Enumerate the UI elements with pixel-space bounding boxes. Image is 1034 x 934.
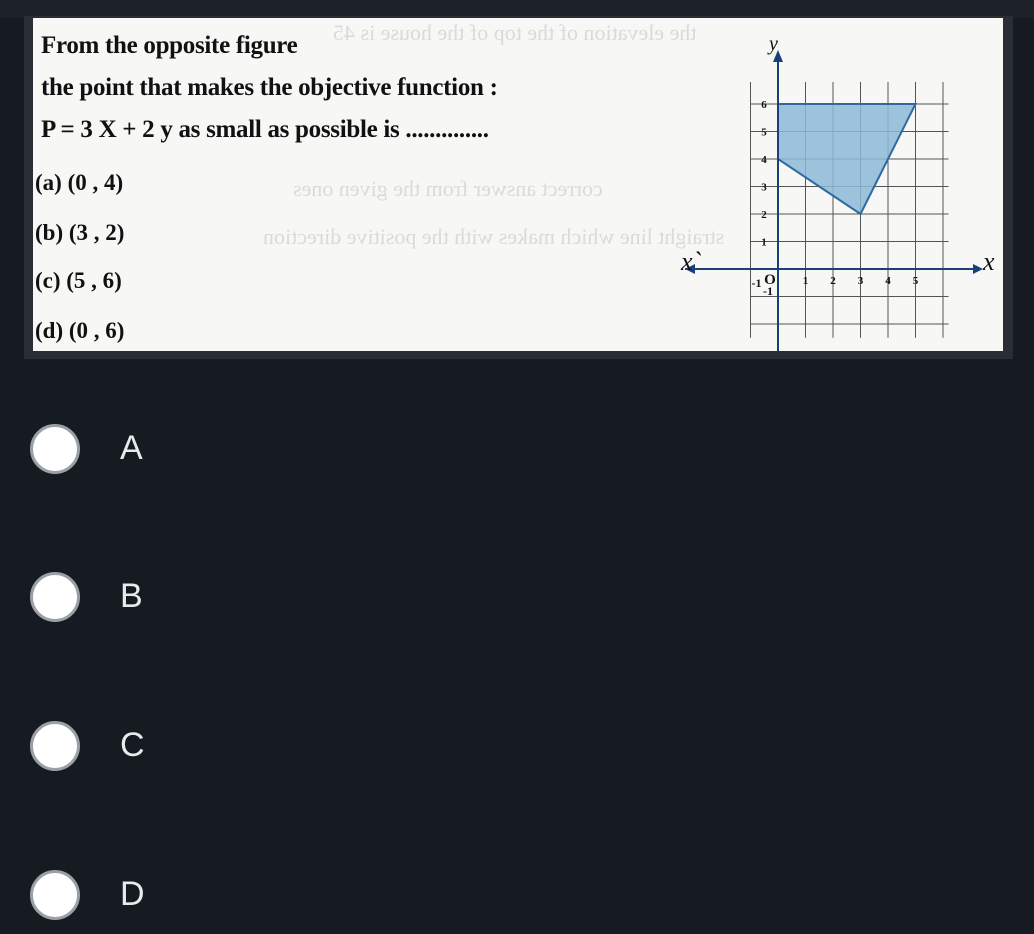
coordinate-graph [33, 18, 1003, 351]
radio-button[interactable] [30, 424, 80, 474]
y-axis-label: y [769, 33, 778, 55]
option-label: D [120, 875, 145, 913]
bleed-through-text: correct answer from the given ones [293, 176, 603, 201]
radio-button[interactable] [30, 572, 80, 622]
y-tick-label: 2 [761, 209, 767, 221]
option-label: C [120, 726, 145, 764]
y-tick-label: 1 [761, 236, 767, 249]
answer-option-a[interactable] [30, 424, 430, 484]
question-option-c: (c) (5 , 6) [35, 268, 122, 293]
bleed-through-text: the elevation of the top of the house is 45 [333, 20, 697, 45]
x-tick-label: 1 [802, 275, 809, 287]
answer-option-b[interactable] [30, 572, 430, 632]
x-prime-axis-label: x` [681, 247, 702, 276]
y-tick-label: 5 [761, 126, 767, 139]
y-tick-label: 4 [761, 154, 767, 166]
y-tick-label: 3 [761, 181, 767, 194]
x-axis-arrow [973, 264, 983, 274]
option-label: B [120, 577, 143, 615]
question-objective-function: P = 3 X + 2 y as small as possible is .............. [41, 116, 489, 143]
y-tick-label: 6 [761, 99, 767, 111]
answer-option-d[interactable] [30, 870, 430, 930]
answer-option-c[interactable] [30, 721, 430, 781]
origin-label: O [764, 272, 776, 288]
x-tick-label: 2 [830, 275, 836, 287]
option-label: A [120, 429, 143, 467]
x-tick-label: 4 [885, 275, 891, 287]
y-tick-label: -1 [763, 284, 773, 298]
question-line: the point that makes the objective function : [41, 74, 498, 101]
bleed-through-text: straight line which makes with the positive direction [263, 224, 725, 249]
x-axis-label: x [983, 247, 995, 276]
radio-button[interactable] [30, 721, 80, 771]
radio-button[interactable] [30, 870, 80, 920]
question-option-a: (a) (0 , 4) [35, 170, 124, 195]
question-title: From the opposite figure [41, 32, 298, 59]
graph-axes [685, 50, 983, 351]
question-option-b: (b) (3 , 2) [35, 220, 125, 245]
x-tick-label: 3 [857, 275, 864, 287]
question-option-d: (d) (0 , 6) [35, 318, 125, 343]
question-image [33, 18, 1003, 351]
x-tick-label: 5 [912, 275, 919, 287]
x-tick-label: -1 [751, 276, 762, 290]
